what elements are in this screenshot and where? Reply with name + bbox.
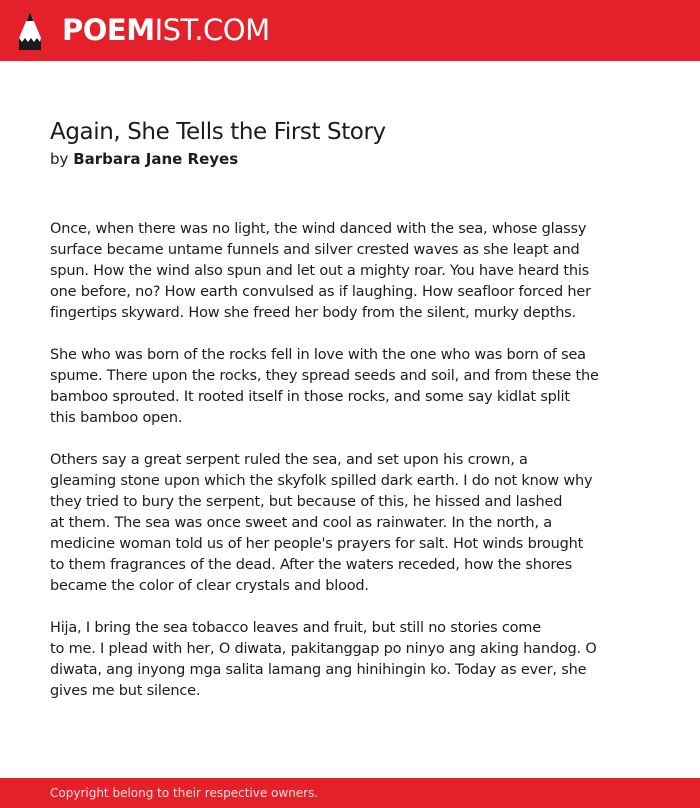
poem-line: fingertips skyward. How she freed her body from the silent, murky depths.: [50, 305, 576, 321]
poem-line: bamboo sprouted. It rooted itself in those rocks, and some say kidlat split: [50, 389, 570, 405]
stanza: [50, 618, 610, 702]
poem-line: to them fragrances of the dead. After the waters receded, how the shores: [50, 557, 572, 573]
poem-line: gleaming stone upon which the skyfolk spilled dark earth. I do not know why: [50, 473, 593, 489]
copyright-notice: Copyright belong to their respective owners.: [50, 786, 319, 800]
poem-line: surface became untame funnels and silver crested waves as she leapt and: [50, 242, 580, 258]
brand-bold-text: POEM: [62, 13, 155, 47]
pencil-tip-icon[interactable]: [18, 11, 42, 51]
brand-light-text: IST.COM: [154, 13, 270, 47]
poem-body: [50, 219, 610, 723]
stanza: [50, 450, 610, 597]
poem-line: to me. I plead with her, O diwata, pakitanggap po ninyo ang aking handog. O: [50, 641, 597, 657]
poem-line: gives me but silence.: [50, 683, 201, 699]
poem-line: Once, when there was no light, the wind danced with the sea, whose glassy: [50, 221, 587, 237]
poem-line: She who was born of the rocks fell in love with the one who was born of sea: [50, 347, 586, 363]
poem-line: one before, no? How earth convulsed as if laughing. How seafloor forced her: [50, 284, 591, 300]
site-footer: [0, 778, 700, 808]
poem-line: medicine woman told us of her people's prayers for salt. Hot winds brought: [50, 536, 584, 552]
poem-line: spume. There upon the rocks, they spread seeds and soil, and from these the: [50, 368, 599, 384]
site-header: [0, 0, 700, 61]
poem-line: this bamboo open.: [50, 410, 183, 426]
poem-title: Again, She Tells the First Story: [50, 119, 386, 145]
poem-line: at them. The sea was once sweet and cool as rainwater. In the north, a: [50, 515, 552, 531]
poem-author: Barbara Jane Reyes: [73, 150, 239, 168]
poem-line: became the color of clear crystals and blood.: [50, 578, 369, 594]
by-label: by: [50, 150, 69, 168]
stanza: [50, 345, 610, 429]
poem-line: they tried to bury the serpent, but because of this, he hissed and lashed: [50, 494, 563, 510]
poem-line: diwata, ang inyong mga salita lamang ang hinihingin ko. Today as ever, she: [50, 662, 587, 678]
site-logo[interactable]: [62, 13, 270, 47]
poem-line: Others say a great serpent ruled the sea, and set upon his crown, a: [50, 452, 528, 468]
stanza: [50, 219, 610, 324]
poem-byline: [50, 149, 238, 169]
poem-line: Hija, I bring the sea tobacco leaves and fruit, but still no stories come: [50, 620, 541, 636]
poem-line: spun. How the wind also spun and let out a mighty roar. You have heard this: [50, 263, 590, 279]
